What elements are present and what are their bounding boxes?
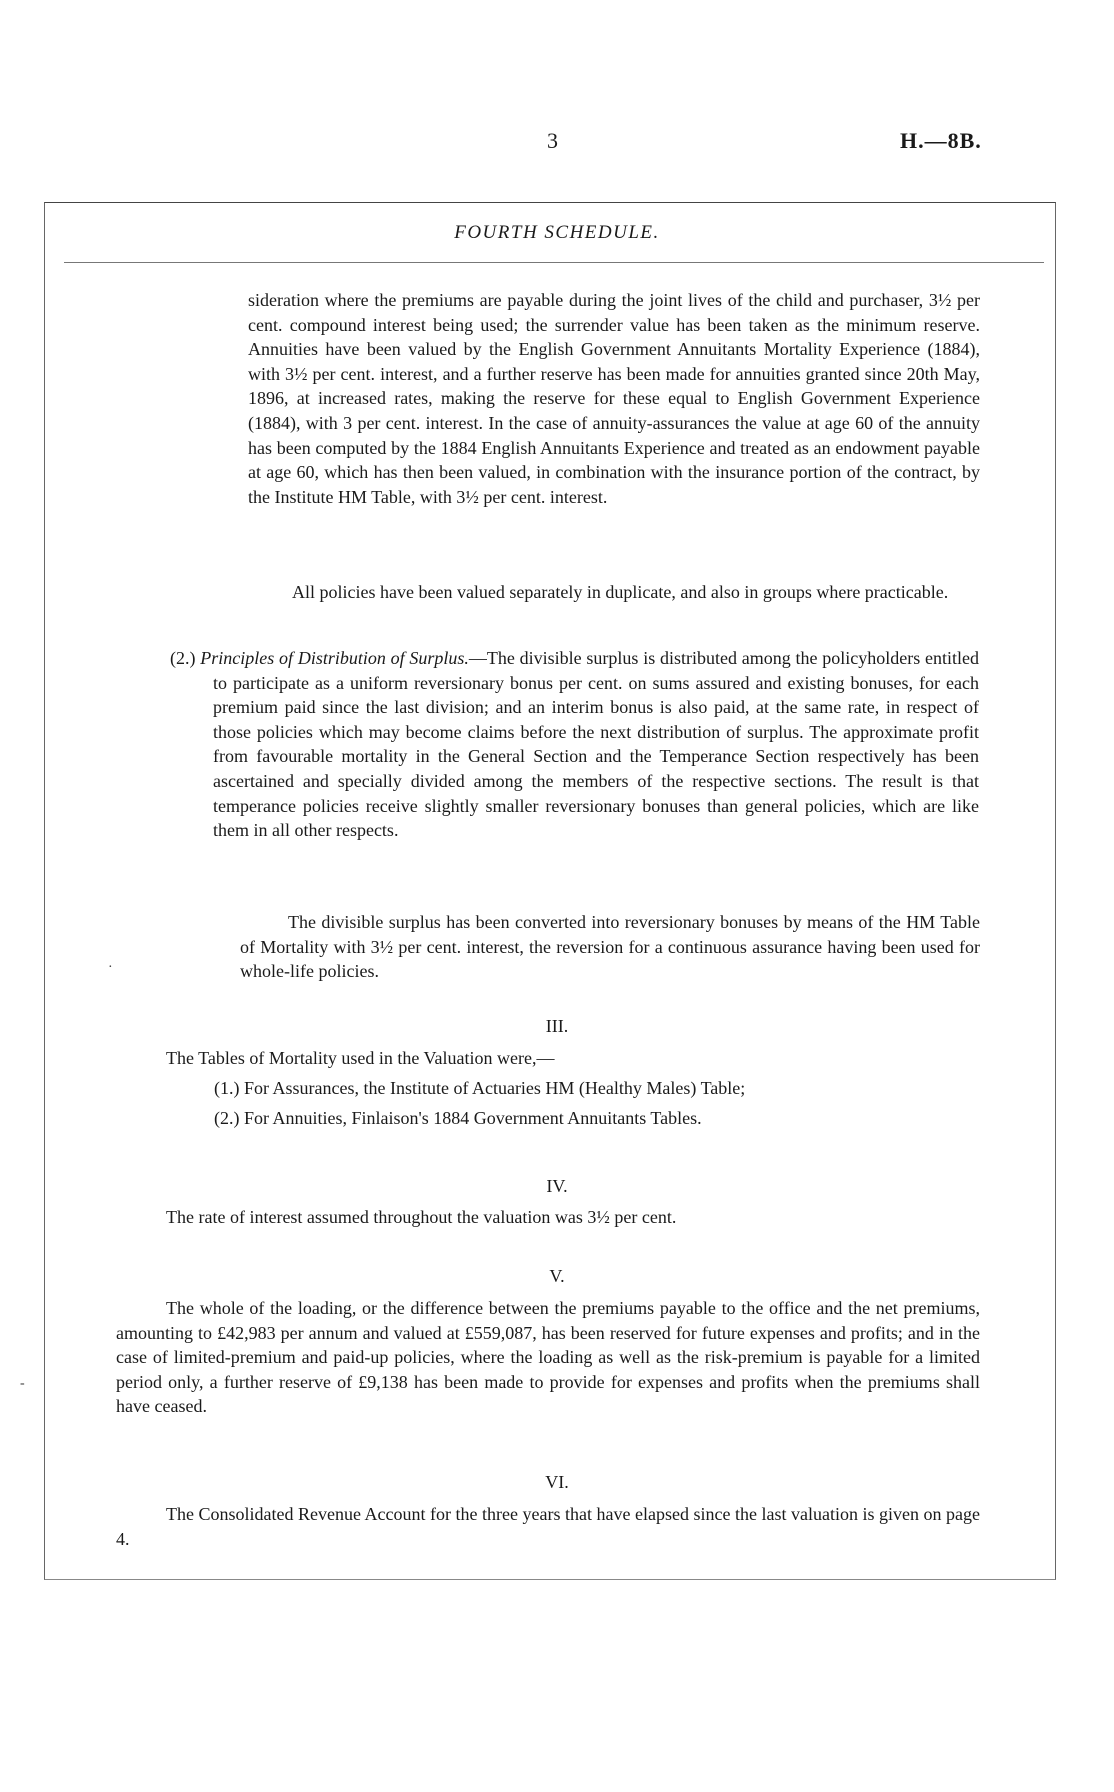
margin-mark: ·: [108, 960, 113, 975]
paragraph-converted: The divisible surplus has been converted into reversionary bonuses by means of the HM Table of Mortality with 3½ per cent. interest, the reversion for a continuous assurance having been used for whole-life policies.: [240, 912, 980, 982]
section-iii-numeral: III.: [545, 1016, 569, 1036]
document-reference: H.—8B.: [900, 128, 982, 153]
distribution-heading: Principles of Distribution of Surplus.: [200, 648, 469, 668]
section-iii-item-2: (2.) For Annuities, Finlaison's 1884 Government Annuitants Tables.: [214, 1108, 702, 1128]
paragraph-continued: sideration where the premiums are payable during the joint lives of the child and purchaser, 3½ per cent. compound interest being used; the surrender value has been taken as the minimum reserve. Annuities have been valued by the English Government Annuitants Mortality Experience (1884), with 3½ per cent. interest, and a further reserve has been made for annuities granted since 20th May, 1896, at increased rates, making the reserve for these equal to English Government Experience (1884), with 3 per cent. interest. In the case of annuity-assurances the value at age 60 of the annuity has been computed by the 1884 English Annuitants Experience and treated as an endowment payable at age 60, which has then been valued, in combination with the insurance portion of the contract, by the Institute HM Table, with 3½ per cent. interest.: [248, 290, 980, 507]
paragraph-distribution: [170, 646, 980, 843]
section-iv-text: The rate of interest assumed throughout the valuation was 3½ per cent.: [166, 1207, 677, 1227]
section-vi-text: The Consolidated Revenue Account for the three years that have elapsed since the last valuation is given on page 4.: [116, 1504, 980, 1549]
section-v-numeral: V.: [549, 1266, 565, 1286]
section-iii-item-1: (1.) For Assurances, the Institute of Actuaries HM (Healthy Males) Table;: [214, 1078, 746, 1098]
paragraph-policies: All policies have been valued separately in duplicate, and also in groups where practicable.: [292, 582, 949, 602]
distribution-text: —The divisible surplus is distributed among the policyholders entitled to participate as a uniform reversionary bonus per cent. on sums assured and existing bonuses, for each premium paid since the last division; and an interim bonus is also paid, at the same rate, in respect of those policies which may become claims before the next distribution of surplus. The approximate profit from favourable mortality in the General Section and the Temperance Section respectively has been ascertained and specially divided among the members of the respective sections. The result is that temperance policies receive slightly smaller reversionary bonuses than general policies, which are like them in all other respects.: [213, 648, 980, 841]
section-vi-numeral: VI.: [545, 1472, 569, 1492]
page-number: 3: [547, 128, 558, 153]
section-iv-numeral: IV.: [546, 1176, 568, 1196]
section-v-text: The whole of the loading, or the difference between the premiums payable to the office and the net premiums, amounting to £42,983 per annum and valued at £559,087, has been reserved for future expenses and profits; and in the case of limited-premium and paid-up policies, where the loading as well as the risk-premium is payable for a limited period only, a further reserve of £9,138 has been made to provide for expenses and profits when the premiums shall have ceased.: [116, 1298, 980, 1417]
section-iii-intro: The Tables of Mortality used in the Valuation were,—: [166, 1048, 555, 1068]
distribution-number: (2.): [170, 648, 196, 668]
schedule-title: FOURTH SCHEDULE.: [454, 222, 660, 243]
margin-mark: -: [20, 1376, 25, 1391]
title-rule: [64, 262, 1044, 263]
